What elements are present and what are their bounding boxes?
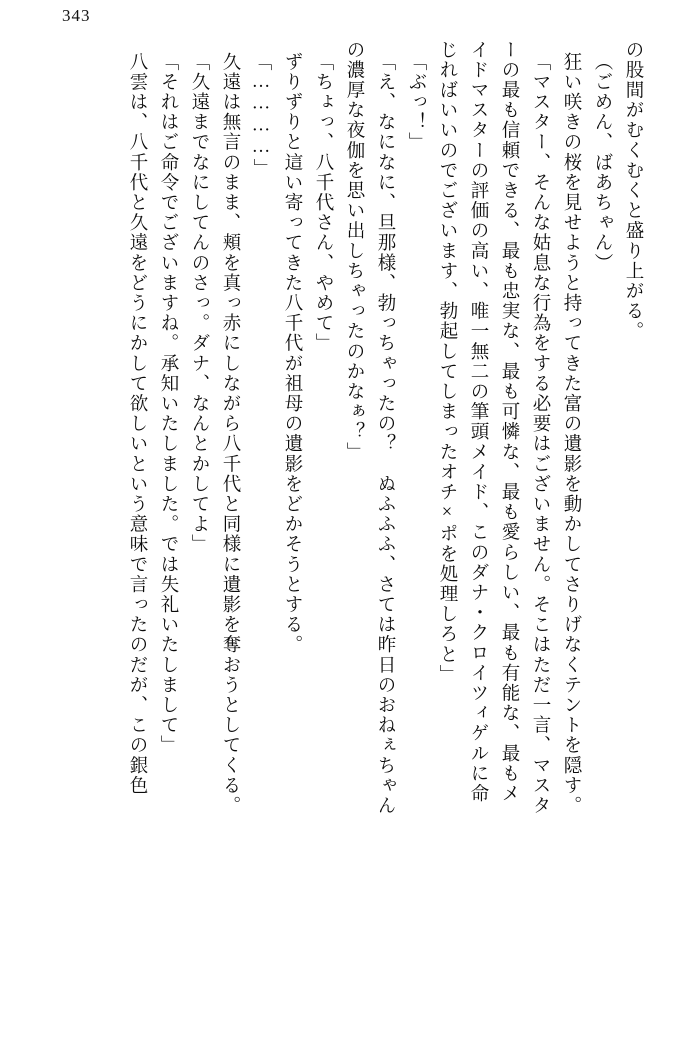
text-column: ずりずりと這い寄ってきた八千代が祖母の遺影をどかそうとする。: [282, 52, 302, 655]
text-column: 「…………」: [251, 52, 271, 179]
text-column: ーの最も信頼できる、最も忠実な、最も可憐な、最も愛らしい、最も有能な、最もメ: [499, 40, 519, 804]
text-column: 「ちょっ、八千代さん、やめて」: [313, 52, 333, 354]
text-column: （ごめん、ばあちゃん）: [592, 52, 612, 274]
text-column: 「え、なになに、旦那様、勃っちゃったの？ ぬふふふ、さては昨日のおねぇちゃん: [375, 52, 395, 816]
text-column: 「久遠までなにしてんのさっ。ダナ、なんとかしてよ」: [189, 52, 209, 555]
text-column: 狂い咲きの桜を見せようと持ってきた富の遺影を動かしてさりげなくテントを隠す。: [561, 52, 581, 816]
text-column: イドマスターの評価の高い、唯一無二の筆頭メイド、このダナ・クロイツィゲルに命: [468, 40, 488, 804]
text-column: 久遠は無言のまま、頬を真っ赤にしながら八千代と同様に遺影を奪おうとしてくる。: [220, 52, 240, 816]
text-column: の濃厚な夜伽を思い出しちゃったのかなぁ？」: [344, 40, 364, 463]
text-column: 八雲は、八千代と久遠をどうにかして欲しいという意味で言ったのだが、この銀色: [127, 52, 147, 796]
text-column: 「それはご命令でございますね。承知いたしました。では失礼いたしまして」: [158, 52, 178, 756]
text-column: の股間がむくむくと盛り上がる。: [623, 40, 643, 342]
text-column: 「マスター、そんな姑息な行為をする必要はございません。そこはただ一言、マスタ: [530, 52, 550, 816]
text-column: 「ぶっ！」: [406, 52, 426, 153]
page-number: 343: [62, 6, 91, 25]
vertical-text-body: [40, 40, 642, 1032]
text-column: じればいいのでございます、勃起してしまったオチ×ポを処理しろと」: [437, 40, 457, 685]
